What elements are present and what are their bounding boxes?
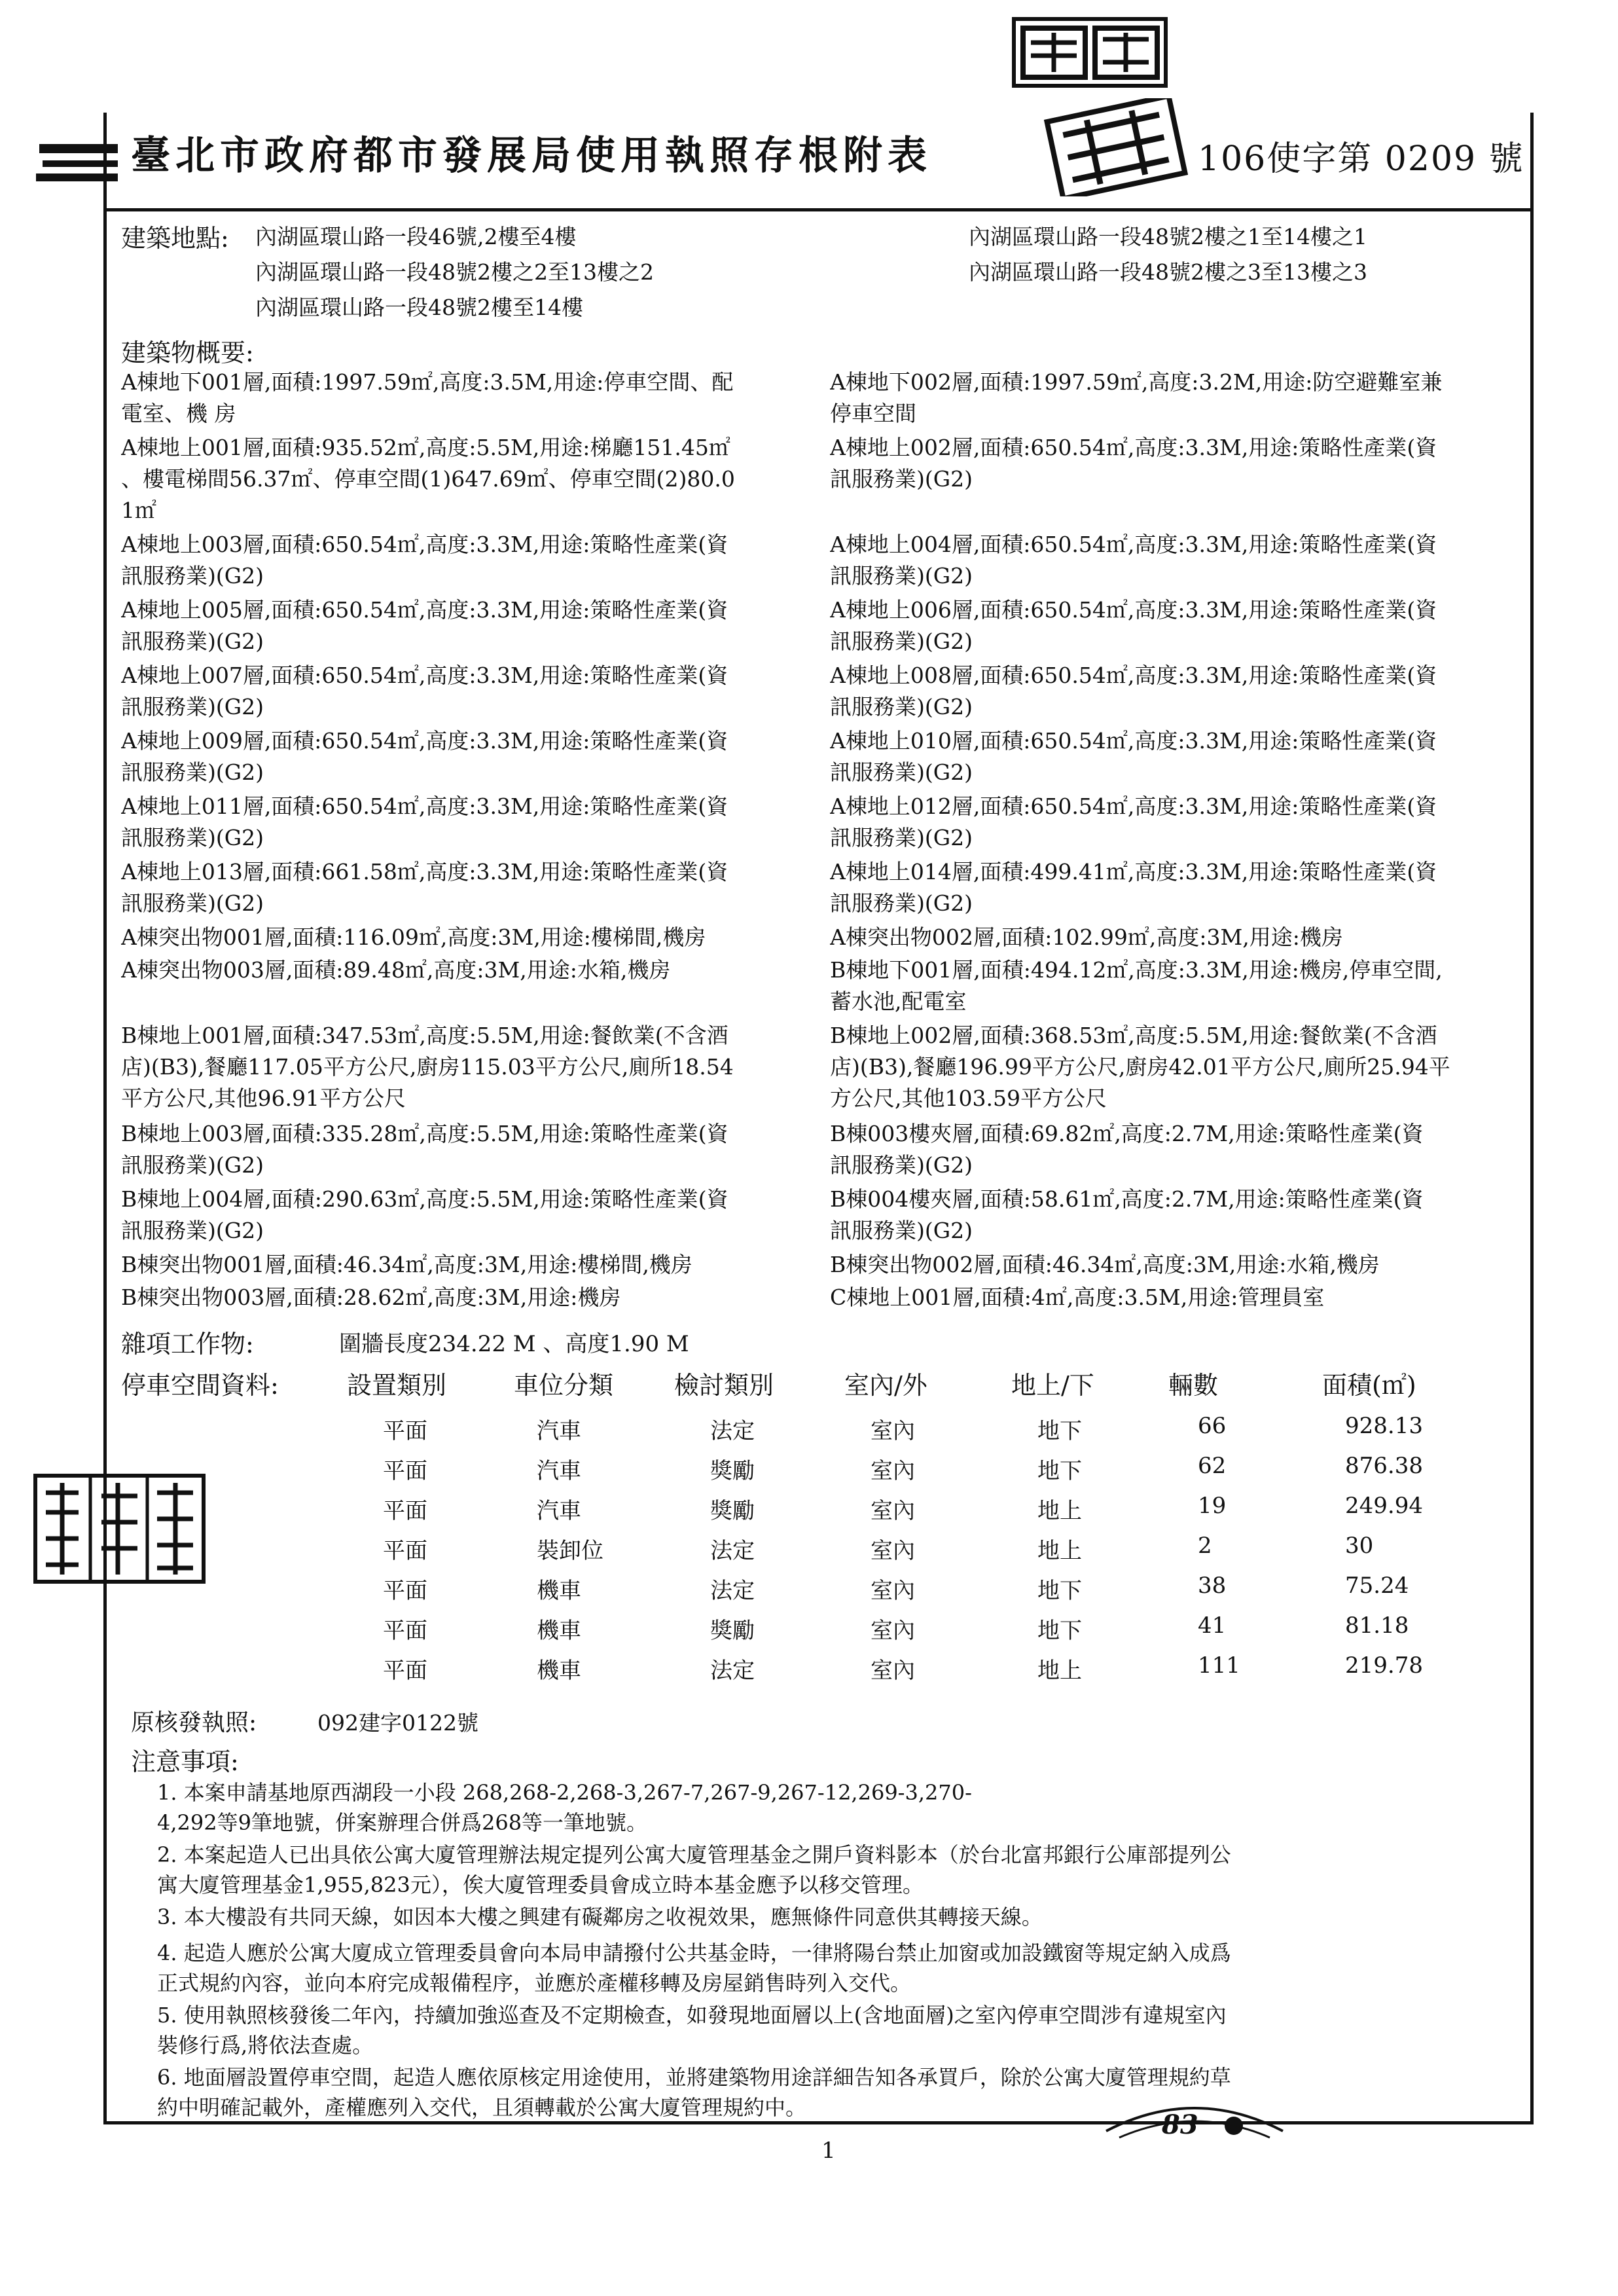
parking-cell: 地下 <box>1037 1578 1082 1604</box>
title-divider <box>103 208 1530 211</box>
floor-entry-left: A棟地上013層,面積:661.58㎡,高度:3.3M,用途:策略性產業(資 訊服務業)(G2) <box>121 859 728 916</box>
parking-cell: 法定 <box>710 1418 755 1444</box>
parking-cell: 室內 <box>871 1458 915 1484</box>
note-item: 5. 使用執照核發後二年內，持續加強巡查及不定期檢查，如發現地面層以上(含地面層)之室內停車空間涉有違規室內 裝修行爲,將依法查處。 <box>157 2003 1227 2058</box>
parking-cell: 75.24 <box>1345 1573 1409 1599</box>
parking-cell: 81.18 <box>1345 1613 1409 1639</box>
note-item: 1. 本案申請基地原西湖段一小段 268,268-2,268-3,267-7,267-9,267-12,269-3,270- 4,292等9筆地號，併案辦理合併爲268等一筆地號。 <box>157 1780 972 1835</box>
parking-cell: 876.38 <box>1345 1453 1423 1479</box>
address-line: 內湖區環山路一段48號2樓之3至13樓之3 <box>969 259 1367 285</box>
parking-cell: 地上 <box>1037 1498 1082 1524</box>
floor-entry-right: A棟地上014層,面積:499.41㎡,高度:3.3M,用途:策略性產業(資 訊服務業)(G2) <box>830 859 1437 916</box>
parking-cell: 928.13 <box>1345 1413 1423 1439</box>
parking-cell: 獎勵 <box>710 1618 755 1644</box>
floor-entry-right: C棟地上001層,面積:4㎡,高度:3.5M,用途:管理員室 <box>830 1285 1325 1310</box>
parking-cell: 地下 <box>1037 1458 1082 1484</box>
address-label: 建築地點: <box>121 224 229 253</box>
floor-entry-left: A棟地上011層,面積:650.54㎡,高度:3.3M,用途:策略性產業(資 訊服務業)(G2) <box>121 793 728 850</box>
address-line: 內湖區環山路一段48號2樓之1至14樓之1 <box>969 224 1367 249</box>
parking-header: 輛數 <box>1168 1371 1219 1400</box>
parking-cell: 平面 <box>383 1498 427 1524</box>
parking-cell: 汽車 <box>537 1498 581 1524</box>
seal-stamp-top <box>1011 16 1168 88</box>
parking-cell: 平面 <box>383 1458 427 1484</box>
parking-cell: 41 <box>1198 1613 1227 1639</box>
note-item: 6. 地面層設置停車空間，起造人應依原核定用途使用，並將建築物用途詳細告知各承買戶，除於公寓大廈管理規約草 約中明確記載外，產權應列入交代，且須轉載於公寓大廈管理規約中。 <box>157 2065 1231 2120</box>
parking-cell: 法定 <box>710 1538 755 1564</box>
floor-entry-right: A棟地上008層,面積:650.54㎡,高度:3.3M,用途:策略性產業(資 訊服務業)(G2) <box>830 663 1437 720</box>
floor-entry-left: A棟突出物001層,面積:116.09㎡,高度:3M,用途:樓梯間,機房 <box>121 924 706 950</box>
address-line: 內湖區環山路一段48號2樓之2至13樓之2 <box>255 259 654 285</box>
parking-cell: 62 <box>1198 1453 1227 1479</box>
floor-entry-left: A棟突出物003層,面積:89.48㎡,高度:3M,用途:水箱,機房 <box>121 957 671 983</box>
parking-cell: 汽車 <box>537 1458 581 1484</box>
overview-label: 建築物概要: <box>121 338 254 367</box>
parking-cell: 38 <box>1198 1573 1227 1599</box>
parking-header: 檢討類別 <box>674 1371 774 1400</box>
parking-cell: 平面 <box>383 1538 427 1564</box>
parking-cell: 機車 <box>537 1618 581 1644</box>
parking-cell: 地下 <box>1037 1618 1082 1644</box>
parking-cell: 汽車 <box>537 1418 581 1444</box>
parking-cell: 地上 <box>1037 1538 1082 1564</box>
floor-entry-left: A棟地上007層,面積:650.54㎡,高度:3.3M,用途:策略性產業(資 訊服務業)(G2) <box>121 663 728 720</box>
parking-cell: 249.94 <box>1345 1493 1423 1519</box>
note-item: 3. 本大樓設有共同天線，如因本大樓之興建有礙鄰房之收視效果，應無條件同意供其轉接天線。 <box>157 1904 1043 1929</box>
parking-cell: 111 <box>1198 1652 1240 1679</box>
parking-header: 車位分類 <box>514 1371 614 1400</box>
floor-entry-right: A棟突出物002層,面積:102.99㎡,高度:3M,用途:機房 <box>830 924 1343 950</box>
page-stamp-number: 83 <box>1162 2109 1198 2140</box>
original-license-label: 原核發執照: <box>131 1709 257 1736</box>
page-number: 1 <box>821 2138 836 2164</box>
parking-cell: 66 <box>1198 1413 1227 1439</box>
floor-entry-left: B棟突出物001層,面積:46.34㎡,高度:3M,用途:樓梯間,機房 <box>121 1252 692 1277</box>
parking-cell: 獎勵 <box>710 1498 755 1524</box>
document-title: 臺北市政府都市發展局使用執照存根附表 <box>131 133 932 179</box>
parking-cell: 機車 <box>537 1578 581 1604</box>
parking-cell: 室內 <box>871 1618 915 1644</box>
parking-label: 停車空間資料: <box>121 1371 279 1400</box>
floor-entry-right: A棟地上002層,面積:650.54㎡,高度:3.3M,用途:策略性產業(資 訊服務業)(G2) <box>830 435 1437 492</box>
note-item: 4. 起造人應於公寓大廈成立管理委員會向本局申請撥付公共基金時，一律將陽台禁止加窗或加設鐵窗等規定納入成爲 正式規約內容，並向本府完成報備程序，並應於產權移轉及房屋銷售時列入交代。 <box>157 1941 1231 1995</box>
parking-cell: 室內 <box>871 1578 915 1604</box>
floor-entry-right: B棟004樓夾層,面積:58.61㎡,高度:2.7M,用途:策略性產業(資 訊服務業)(G2) <box>830 1186 1424 1243</box>
parking-cell: 平面 <box>383 1578 427 1604</box>
floor-entry-left: A棟地上009層,面積:650.54㎡,高度:3.3M,用途:策略性產業(資 訊服務業)(G2) <box>121 728 728 785</box>
floor-entry-right: A棟地上006層,面積:650.54㎡,高度:3.3M,用途:策略性產業(資 訊服務業)(G2) <box>830 597 1437 654</box>
note-item: 2. 本案起造人已出具依公寓大廈管理辦法規定提列公寓大廈管理基金之開戶資料影本（於台北富邦銀行公庫部提列公 寓大廈管理基金1,955,823元），俟大廈管理委員會成立時本基金應予以移交管理。 <box>157 1842 1231 1897</box>
license-number: 106使字第 0209 號 <box>1198 139 1524 179</box>
parking-cell: 219.78 <box>1345 1652 1423 1679</box>
floor-entry-left: A棟地下001層,面積:1997.59㎡,高度:3.5M,用途:停車空間、配 電室、機 房 <box>121 369 734 426</box>
misc-label: 雜項工作物: <box>121 1330 254 1358</box>
floor-entry-right: B棟003樓夾層,面積:69.82㎡,高度:2.7M,用途:策略性產業(資 訊服務業)(G2) <box>830 1121 1424 1178</box>
floor-entry-left: A棟地上001層,面積:935.52㎡,高度:5.5M,用途:梯廳151.45㎡ 、樓電梯間56.37㎡、停車空間(1)647.69㎡、停車空間(2)80.0 1㎡ <box>121 435 735 523</box>
floor-entry-right: A棟地上010層,面積:650.54㎡,高度:3.3M,用途:策略性產業(資 訊服務業)(G2) <box>830 728 1437 785</box>
floor-entry-left: A棟地上003層,面積:650.54㎡,高度:3.3M,用途:策略性產業(資 訊服務業)(G2) <box>121 532 728 589</box>
parking-cell: 室內 <box>871 1418 915 1444</box>
parking-cell: 30 <box>1345 1533 1374 1559</box>
parking-cell: 裝卸位 <box>537 1538 603 1564</box>
parking-header: 地上/下 <box>1011 1371 1094 1400</box>
parking-cell: 2 <box>1198 1533 1212 1559</box>
parking-cell: 平面 <box>383 1658 427 1684</box>
floor-entry-right: A棟地下002層,面積:1997.59㎡,高度:3.2M,用途:防空避難室兼 停車空間 <box>830 369 1443 426</box>
parking-cell: 19 <box>1198 1493 1227 1519</box>
floor-entry-right: B棟地上002層,面積:368.53㎡,高度:5.5M,用途:餐飲業(不含酒 店)(B3),餐廳196.99平方公尺,廚房42.01平方公尺,廁所25.94平 方公尺,其他103.59平方公尺 <box>830 1023 1450 1111</box>
scan-mark-left <box>36 131 128 196</box>
parking-cell: 室內 <box>871 1658 915 1684</box>
misc-value: 圍牆長度234.22 M 、高度1.90 M <box>339 1331 689 1357</box>
address-line: 內湖區環山路一段46號,2樓至4樓 <box>255 224 577 249</box>
floor-entry-right: B棟突出物002層,面積:46.34㎡,高度:3M,用途:水箱,機房 <box>830 1252 1380 1277</box>
parking-cell: 法定 <box>710 1658 755 1684</box>
floor-entry-left: B棟突出物003層,面積:28.62㎡,高度:3M,用途:機房 <box>121 1285 621 1310</box>
floor-entry-left: A棟地上005層,面積:650.54㎡,高度:3.3M,用途:策略性產業(資 訊服務業)(G2) <box>121 597 728 654</box>
parking-header: 室內/外 <box>844 1371 927 1400</box>
seal-stamp-title <box>1041 98 1191 196</box>
floor-entry-left: B棟地上001層,面積:347.53㎡,高度:5.5M,用途:餐飲業(不含酒 店)(B3),餐廳117.05平方公尺,廚房115.03平方公尺,廁所18.54 平方公尺,其他96.91平方公尺 <box>121 1023 734 1111</box>
parking-cell: 室內 <box>871 1498 915 1524</box>
parking-cell: 法定 <box>710 1578 755 1604</box>
parking-cell: 地上 <box>1037 1658 1082 1684</box>
parking-cell: 獎勵 <box>710 1458 755 1484</box>
floor-entry-left: B棟地上003層,面積:335.28㎡,高度:5.5M,用途:策略性產業(資 訊服務業)(G2) <box>121 1121 728 1178</box>
floor-entry-right: A棟地上012層,面積:650.54㎡,高度:3.3M,用途:策略性產業(資 訊服務業)(G2) <box>830 793 1437 850</box>
parking-header: 面積(㎡) <box>1322 1371 1416 1400</box>
notes-label: 注意事項: <box>131 1747 239 1776</box>
floor-entry-right: B棟地下001層,面積:494.12㎡,高度:3.3M,用途:機房,停車空間, 蓄水池,配電室 <box>830 957 1443 1014</box>
parking-cell: 平面 <box>383 1618 427 1644</box>
parking-cell: 地下 <box>1037 1418 1082 1444</box>
parking-cell: 平面 <box>383 1418 427 1444</box>
parking-header: 設置類別 <box>347 1371 447 1400</box>
floor-entry-left: B棟地上004層,面積:290.63㎡,高度:5.5M,用途:策略性產業(資 訊服務業)(G2) <box>121 1186 728 1243</box>
floor-entry-right: A棟地上004層,面積:650.54㎡,高度:3.3M,用途:策略性產業(資 訊服務業)(G2) <box>830 532 1437 589</box>
original-license-value: 092建字0122號 <box>317 1710 478 1736</box>
parking-cell: 室內 <box>871 1538 915 1564</box>
address-line: 內湖區環山路一段48號2樓至14樓 <box>255 295 583 320</box>
seal-stamp-left <box>33 1473 206 1584</box>
parking-cell: 機車 <box>537 1658 581 1684</box>
